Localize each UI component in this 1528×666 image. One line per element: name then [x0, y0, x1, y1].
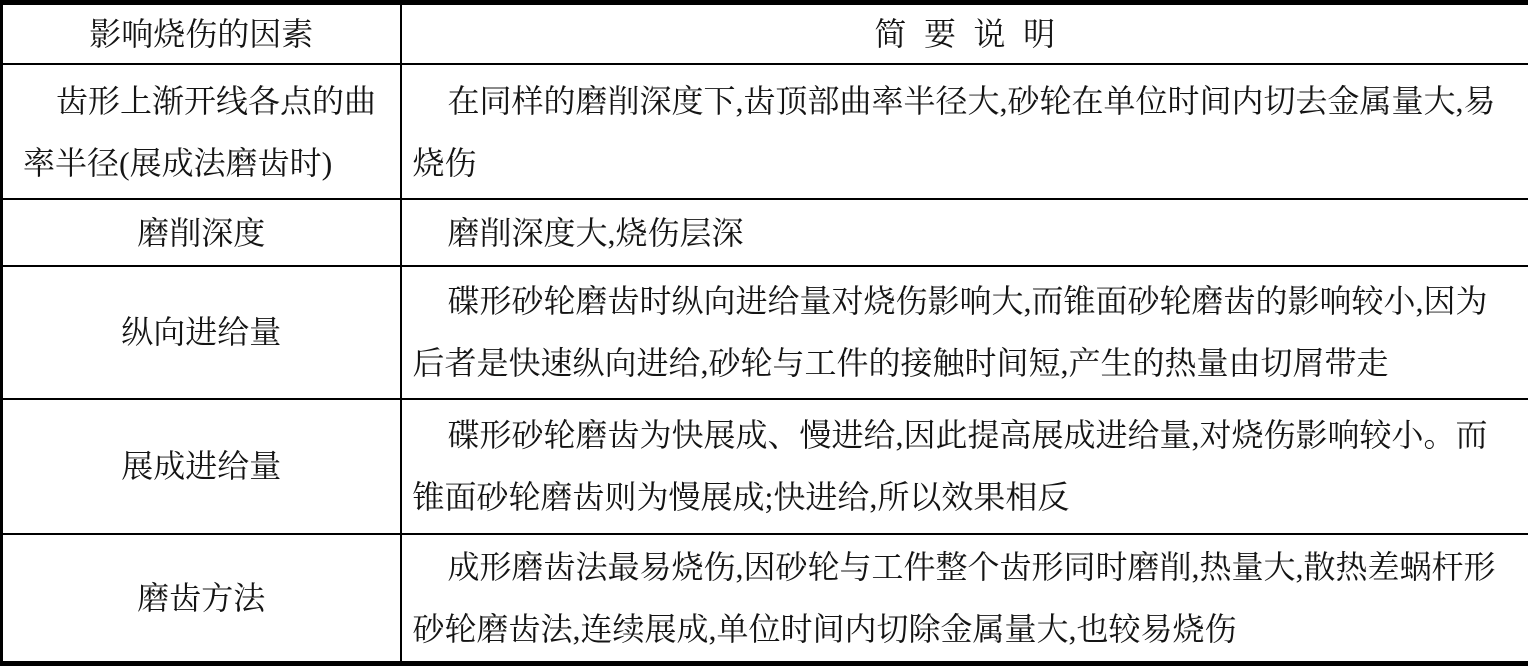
factor-text: 纵向进给量: [121, 314, 282, 351]
table-row: [2, 64, 1528, 199]
table-row: [2, 534, 1528, 664]
factor-cell: [2, 399, 401, 533]
description-cell: [401, 534, 1528, 664]
header-factor-label: 影响烧伤的因素: [89, 16, 314, 52]
table-row: [2, 399, 1528, 533]
description-text: 碟形砂轮磨齿时纵向进给量对烧伤影响大,而锥面砂轮磨齿的影响较小,因为后者是快速纵向进给,砂轮与工件的接触时间短,产生的热量由切屑带走: [412, 283, 1488, 382]
description-cell: [401, 399, 1528, 533]
header-description-label: 简要说明: [874, 16, 1073, 52]
factor-text: 展成进给量: [121, 448, 282, 485]
description-text: 成形磨齿法最易烧伤,因砂轮与工件整个齿形同时磨削,热量大,散热差蜗杆形砂轮磨齿法,连续展成,单位时间内切除金属量大,也较易烧伤: [412, 548, 1496, 647]
description-cell: [401, 199, 1528, 265]
factor-cell: [2, 534, 401, 664]
description-cell: [401, 266, 1528, 399]
factor-text: 磨削深度: [137, 214, 266, 251]
description-text: 在同样的磨削深度下,齿顶部曲率半径大,砂轮在单位时间内切去金属量大,易烧伤: [412, 82, 1496, 181]
table-row: [2, 266, 1528, 399]
factor-text: 齿形上渐开线各点的曲率半径(展成法磨齿时): [23, 82, 377, 181]
description-cell: [401, 64, 1528, 199]
table-row: [2, 199, 1528, 265]
table-header-row: [2, 3, 1528, 65]
factor-cell: [2, 199, 401, 265]
description-text: 磨削深度大,烧伤层深: [447, 214, 744, 251]
header-cell-description: [401, 3, 1528, 65]
factor-cell: [2, 266, 401, 399]
factor-cell: [2, 64, 401, 199]
factor-text: 磨齿方法: [137, 579, 266, 616]
header-cell-factor: [2, 3, 401, 65]
description-text: 碟形砂轮磨齿为快展成、慢进给,因此提高展成进给量,对烧伤影响较小。而锥面砂轮磨齿则为慢展成;快进给,所以效果相反: [412, 417, 1488, 516]
